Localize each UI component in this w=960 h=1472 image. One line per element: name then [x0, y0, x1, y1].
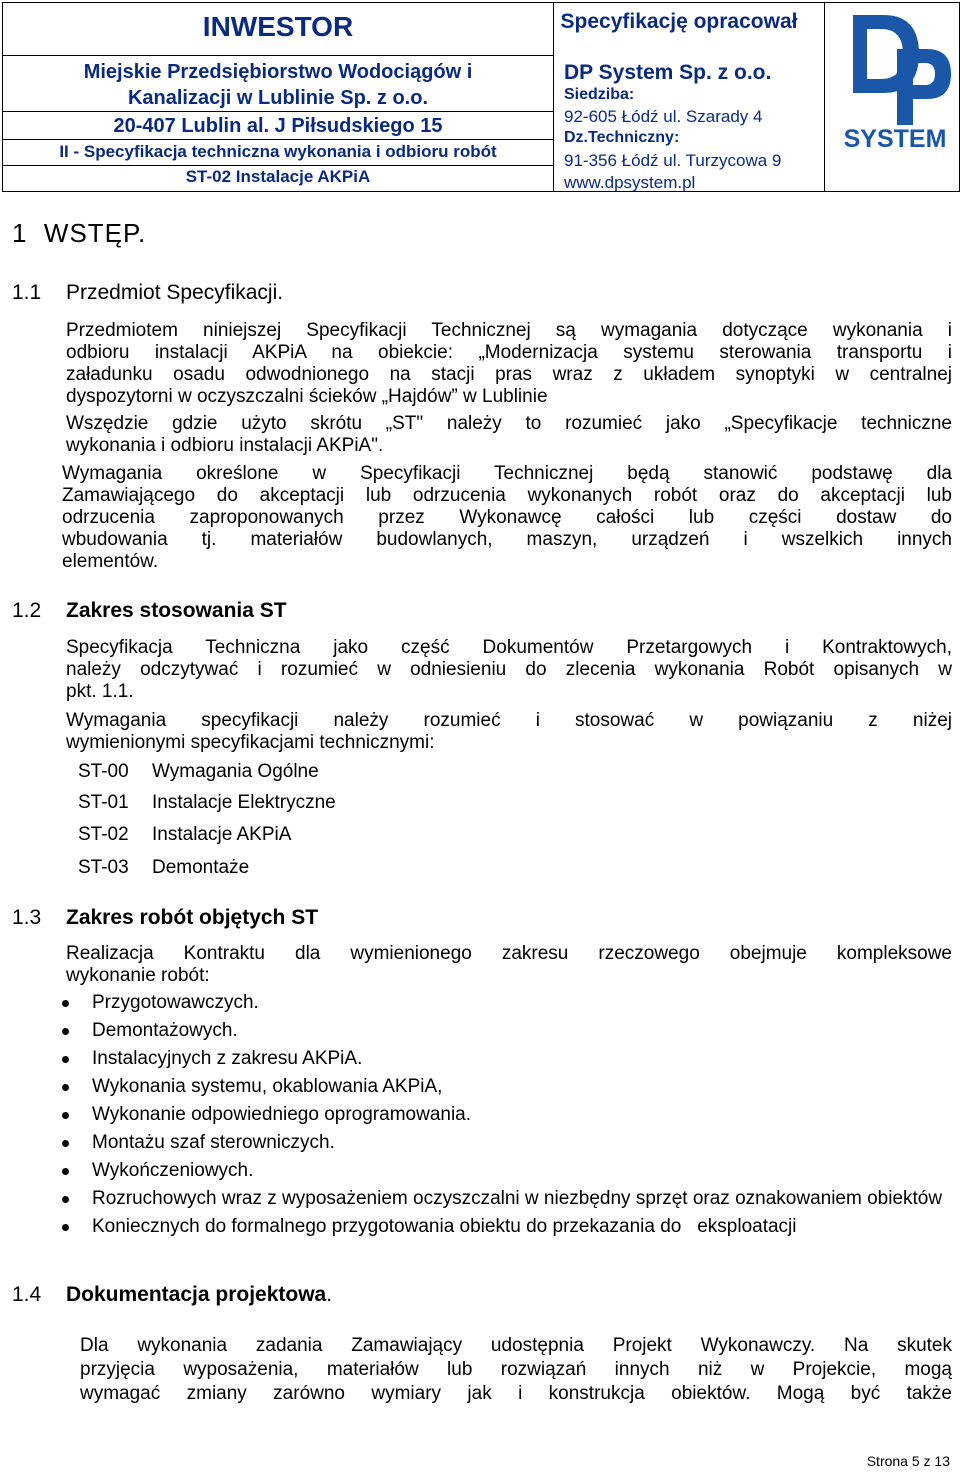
text-line: pkt. 1.1. — [66, 681, 134, 702]
section-1-4-title: Dokumentacja projektowa — [66, 1283, 327, 1306]
st-list-item — [78, 824, 291, 846]
s13-intro — [66, 943, 952, 987]
list-item — [62, 1048, 952, 1070]
company-name: DP System Sp. z o.o. — [564, 61, 772, 84]
prepared-by-title: Specyfikację opracował — [560, 10, 798, 33]
section-1-3-number: 1.3 — [12, 906, 42, 929]
text-line: Specyfikacja Techniczna jako część Dokumentów Przetargowych i Kontraktowych, — [66, 637, 952, 658]
section-1-2-heading — [12, 599, 287, 623]
seat-address: 92-605 Łódź ul. Szarady 4 — [564, 107, 763, 126]
st-name: Wymagania Ogólne — [152, 761, 319, 782]
section-1-2-number: 1.2 — [12, 599, 42, 622]
page-number: Strona 5 z 13 — [866, 1453, 950, 1469]
st-name: Instalacje Elektryczne — [152, 792, 336, 813]
section-1-1-number: 1.1 — [12, 281, 42, 304]
logo-block — [825, 3, 960, 191]
st-list-item — [78, 761, 319, 783]
investor-name-line1: Miejskie Przedsiębiorstwo Wodociągów i — [83, 61, 473, 83]
list-item-text: Wykonania systemu, okablowania AKPiA, — [92, 1076, 443, 1097]
section-1-2-title: Zakres stosowania ST — [66, 599, 287, 622]
section-1-title: WSTĘP. — [43, 218, 147, 248]
investor-name-line2: Kanalizacji w Lublinie Sp. z o.o. — [127, 87, 429, 109]
works-scope-list — [62, 992, 952, 1244]
text-line: dyspozytorni w oczyszczalni ścieków „Hajdów” w Lublinie — [66, 386, 548, 407]
website-link[interactable]: www.dpsystem.pl — [564, 173, 696, 192]
st-code: ST-03 — [78, 857, 129, 878]
section-1-number: 1 — [12, 218, 28, 248]
investor-title: INWESTOR — [202, 11, 354, 42]
text-line: wymienionymi specyfikacjami technicznymi: — [66, 732, 435, 753]
s12-paragraph-1 — [66, 637, 952, 703]
st-code: ST-02 — [78, 824, 129, 845]
document-header — [2, 2, 960, 192]
list-item-text: Rozruchowych wraz z wyposażeniem oczyszczalni w niezbędny sprzęt oraz oznakowaniem obiektów — [92, 1188, 943, 1209]
list-item-text: Wykonanie odpowiedniego oprogramowania. — [92, 1104, 472, 1125]
list-item-text: Montażu szaf sterowniczych. — [92, 1132, 335, 1153]
investor-address: 20-407 Lublin al. J Piłsudskiego 15 — [113, 115, 443, 137]
list-item-text: Instalacyjnych z zakresu AKPiA. — [92, 1048, 363, 1069]
text-line: odrzucenia zaproponowanych przez Wykonawcę całości lub części dostaw do — [62, 507, 952, 528]
list-item — [62, 1076, 952, 1098]
seat-label: Siedziba: — [564, 86, 635, 103]
list-item-text: Wykończeniowych. — [92, 1160, 254, 1181]
author-block — [554, 3, 825, 191]
list-item-text: Demontażowych. — [92, 1020, 238, 1041]
list-item — [62, 1132, 952, 1154]
bullet-icon — [62, 1084, 69, 1091]
list-item-text: Przygotowawczych. — [92, 992, 259, 1013]
logo-text: SYSTEM — [843, 125, 947, 153]
bullet-icon — [62, 1224, 69, 1231]
list-item — [62, 1216, 952, 1238]
bullet-icon — [62, 1112, 69, 1119]
st-code: ST-01 — [78, 792, 129, 813]
text-line: wymagać zmiany zarówno wymiary jak i konstrukcja obiektów. Mogą być także — [80, 1383, 952, 1404]
s14-paragraph — [80, 1334, 952, 1406]
section-1-1-title: Przedmiot Specyfikacji. — [66, 281, 284, 304]
section-1-3-title: Zakres robót objętych ST — [66, 906, 319, 929]
list-item — [62, 1104, 952, 1126]
section-1-1-heading — [12, 281, 283, 305]
st-list-item — [78, 857, 249, 879]
s11-paragraph-2 — [66, 413, 952, 457]
list-item — [62, 1188, 952, 1210]
s11-paragraph-1 — [66, 320, 952, 408]
text-line: wbudowania tj. materiałów budowlanych, maszyn, urządzeń i wszelkich innych — [62, 529, 952, 550]
bullet-icon — [62, 1028, 69, 1035]
spec-part-title: II - Specyfikacja techniczna wykonania i odbioru robót — [59, 142, 497, 161]
text-line: odbioru instalacji AKPiA na obiekcie: „Modernizacja systemu sterowania transportu i — [66, 342, 952, 363]
section-1-4-title-suffix: . — [326, 1283, 333, 1306]
st-name: Instalacje AKPiA — [152, 824, 292, 845]
text-line: wykonanie robót: — [66, 965, 210, 986]
spec-code-title: ST-02 Instalacje AKPiA — [185, 167, 371, 186]
text-line: Dla wykonania zadania Zamawiający udostępnia Projekt Wykonawczy. Na skutek — [80, 1335, 952, 1356]
text-line: załadunku osadu odwodnionego na stacji pras wraz z układem synoptyki w centralnej — [66, 364, 952, 385]
bullet-icon — [62, 1140, 69, 1147]
text-line: Wymagania określone w Specyfikacji Technicznej będą stanowić podstawę dla — [62, 463, 952, 484]
st-list-item — [78, 792, 336, 814]
text-line: przyjęcia wyposażenia, materiałów lub rozwiązań innych niż w Projekcie, mogą — [80, 1359, 952, 1380]
list-item-text: Koniecznych do formalnego przygotowania obiektu do przekazania do eksploatacji — [92, 1216, 797, 1237]
text-line: wykonania i odbioru instalacji AKPiA". — [66, 435, 384, 456]
text-line: należy odczytywać i rozumieć w odniesieniu do zlecenia wykonania Robót opisanych w — [66, 659, 952, 680]
text-line: elementów. — [62, 551, 159, 572]
section-1-heading — [12, 218, 146, 249]
text-line: Wszędzie gdzie użyto skrótu „ST" należy to rozumieć jako „Specyfikacje techniczne — [66, 413, 952, 434]
section-1-3-heading — [12, 906, 318, 930]
bullet-icon — [62, 1056, 69, 1063]
text-line: Przedmiotem niniejszej Specyfikacji Technicznej są wymagania dotyczące wykonania i — [66, 320, 952, 341]
dp-system-logo — [835, 9, 955, 159]
list-item — [62, 1020, 952, 1042]
investor-block — [3, 3, 554, 191]
list-item — [62, 992, 952, 1014]
st-code: ST-00 — [78, 761, 129, 782]
tech-dept-address: 91-356 Łódź ul. Turzycowa 9 — [564, 151, 782, 170]
section-1-4-number: 1.4 — [12, 1283, 42, 1306]
text-line: Realizacja Kontraktu dla wymienionego zakresu rzeczowego obejmuje kompleksowe — [66, 943, 952, 964]
section-1-4-heading — [12, 1283, 332, 1307]
text-line: Zamawiającego do akceptacji lub odrzucenia wykonanych robót oraz do akceptacji lub — [62, 485, 952, 506]
bullet-icon — [62, 1000, 69, 1007]
text-line: Wymagania specyfikacji należy rozumieć i stosować w powiązaniu z niżej — [66, 710, 952, 731]
s12-paragraph-2 — [66, 710, 952, 754]
bullet-icon — [62, 1168, 69, 1175]
bullet-icon — [62, 1196, 69, 1203]
s11-paragraph-3 — [62, 463, 952, 573]
list-item — [62, 1160, 952, 1182]
st-name: Demontaże — [152, 857, 250, 878]
tech-dept-label: Dz.Techniczny: — [564, 129, 680, 146]
